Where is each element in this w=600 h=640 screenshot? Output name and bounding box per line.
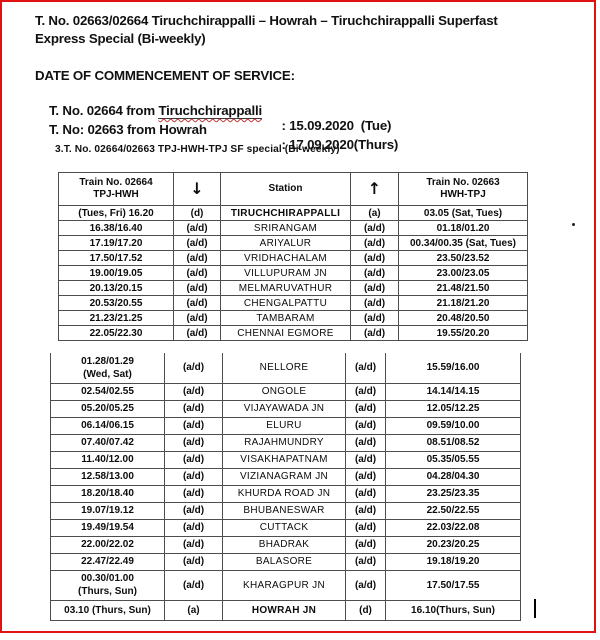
timetable-row: [59, 326, 528, 341]
station-word: Howrah: [159, 122, 207, 137]
up-time-cell: 23.50/23.52: [399, 251, 528, 266]
up-time-cell: 17.50/17.55: [386, 570, 521, 600]
down-marker-cell: (a/d): [174, 221, 221, 236]
down-marker-cell: (a/d): [165, 485, 223, 502]
down-time-cell: 19.49/19.54: [51, 519, 165, 536]
down-time-cell: 12.58/13.00: [51, 468, 165, 485]
timetable-row: [51, 451, 521, 468]
up-marker-cell: (a/d): [351, 311, 399, 326]
up-marker-cell: (a/d): [351, 251, 399, 266]
station-cell: SRIRANGAM: [221, 221, 351, 236]
down-time-cell: (Tues, Fri) 16.20: [59, 206, 174, 221]
timetable-row: [51, 434, 521, 451]
station-cell: VISAKHAPATNAM: [223, 451, 346, 468]
down-time-cell: 22.00/22.02: [51, 536, 165, 553]
down-marker-cell: (a/d): [165, 434, 223, 451]
down-marker-cell: (a/d): [165, 468, 223, 485]
down-marker-cell: (a/d): [165, 353, 223, 383]
station-cell: VIJAYAWADA JN: [223, 400, 346, 417]
up-time-cell: 12.05/12.25: [386, 400, 521, 417]
timetable-row: [51, 417, 521, 434]
up-time-cell: 16.10(Thurs, Sun): [386, 600, 521, 620]
down-time-cell: 20.53/20.55: [59, 296, 174, 311]
down-marker-cell: (a/d): [174, 281, 221, 296]
time-line: 00.30/01.00: [81, 573, 134, 584]
timetable-part1: [58, 172, 528, 341]
up-marker-cell: (a/d): [346, 485, 386, 502]
stray-dot: [572, 223, 575, 226]
timetable-row: [51, 400, 521, 417]
down-marker-cell: (d): [174, 206, 221, 221]
up-time-cell: 19.18/19.20: [386, 553, 521, 570]
up-marker-cell: (a/d): [351, 296, 399, 311]
up-time-cell: 00.34/00.35 (Sat, Tues): [399, 236, 528, 251]
down-time-cell: 19.00/19.05: [59, 266, 174, 281]
timetable-row: [59, 221, 528, 236]
service-line-label: [49, 122, 207, 137]
up-marker-cell: (a/d): [351, 221, 399, 236]
time-line: 01.28/01.29: [81, 355, 134, 367]
timetable-part2: [50, 353, 521, 621]
timetable-header-row: [59, 173, 528, 206]
up-time-cell: 05.35/05.55: [386, 451, 521, 468]
down-marker-cell: (a/d): [165, 519, 223, 536]
station-cell: KHARAGPUR JN: [223, 570, 346, 600]
up-time-cell: 08.51/08.52: [386, 434, 521, 451]
down-time-cell: 17.50/17.52: [59, 251, 174, 266]
timetable-row: [59, 251, 528, 266]
service-line-prefix: T. No. 02664 from: [48, 103, 159, 118]
timetable-row: [59, 206, 528, 221]
timetable-row: [51, 383, 521, 400]
station-cell: CHENNAI EGMORE: [221, 326, 351, 341]
down-time-cell: 03.10 (Thurs, Sun): [51, 600, 165, 620]
up-marker-cell: (a/d): [351, 236, 399, 251]
up-time-cell: 20.23/20.25: [386, 536, 521, 553]
up-time-cell: 22.50/22.55: [386, 502, 521, 519]
up-time-cell: 20.48/20.50: [399, 311, 528, 326]
station-cell: RAJAHMUNDRY: [223, 434, 346, 451]
up-time-cell: 09.59/10.00: [386, 417, 521, 434]
service-line-prefix: T. No: 02663 from: [48, 122, 160, 137]
station-cell: CHENGALPATTU: [221, 296, 351, 311]
down-marker-cell: (a/d): [174, 251, 221, 266]
timetable-row: [51, 502, 521, 519]
down-marker-cell: (a/d): [165, 451, 223, 468]
timetable-row: [59, 311, 528, 326]
timetable-row: [51, 536, 521, 553]
header-up-direction: [351, 173, 399, 206]
title-line-1: T. No. 02663/02664 Tiruchchirappalli – Howrah – Tiruchchirappalli Superfast: [35, 13, 498, 28]
up-marker-cell: (a/d): [346, 519, 386, 536]
document-title: [35, 12, 591, 47]
down-marker-cell: (a/d): [174, 326, 221, 341]
down-time-cell: 05.20/05.25: [51, 400, 165, 417]
down-marker-cell: (a/d): [165, 536, 223, 553]
timetable-row: [59, 266, 528, 281]
up-time-cell: 15.59/16.00: [386, 353, 521, 383]
up-time-cell: 23.00/23.05: [399, 266, 528, 281]
timetable-row: [59, 281, 528, 296]
time-line: (Thurs, Sun): [78, 586, 137, 597]
header-station: Station: [221, 173, 351, 206]
up-time-cell: 04.28/04.30: [386, 468, 521, 485]
timetable-row: [51, 570, 521, 600]
down-marker-cell: (a/d): [174, 236, 221, 251]
up-marker-cell: (d): [346, 600, 386, 620]
up-marker-cell: (a/d): [346, 570, 386, 600]
time-line: (Wed, Sat): [83, 368, 132, 380]
up-time-cell: 23.25/23.35: [386, 485, 521, 502]
up-time-cell: 21.18/21.20: [399, 296, 528, 311]
up-time-cell: 14.14/14.15: [386, 383, 521, 400]
up-marker-cell: (a/d): [351, 281, 399, 296]
up-marker-cell: (a/d): [346, 451, 386, 468]
down-marker-cell: (a/d): [165, 400, 223, 417]
up-time-cell: 22.03/22.08: [386, 519, 521, 536]
down-marker-cell: (a/d): [174, 266, 221, 281]
service-line-value: : 17.09.2020(Thurs): [278, 137, 399, 152]
up-marker-cell: (a/d): [346, 553, 386, 570]
down-time-cell: 18.20/18.40: [51, 485, 165, 502]
station-cell: BHADRAK: [223, 536, 346, 553]
train-number-up: Train No. 02663: [426, 177, 500, 188]
section-heading: 3.T. No. 02664/02663 TPJ-HWH-TPJ SF special (Bi-weekly): [55, 144, 340, 155]
timetable-row: [59, 236, 528, 251]
down-time-cell: 20.13/20.15: [59, 281, 174, 296]
down-marker-cell: (a/d): [165, 570, 223, 600]
down-time-cell: 02.54/02.55: [51, 383, 165, 400]
down-time-cell: 22.05/22.30: [59, 326, 174, 341]
up-marker-cell: (a): [351, 206, 399, 221]
station-cell: TAMBARAM: [221, 311, 351, 326]
station-cell: VILLUPURAM JN: [221, 266, 351, 281]
station-cell: BHUBANESWAR: [223, 502, 346, 519]
train-route-down: TPJ-HWH: [93, 189, 139, 200]
up-marker-cell: (a/d): [351, 326, 399, 341]
timetable-row: [51, 353, 521, 383]
up-time-cell: 19.55/20.20: [399, 326, 528, 341]
down-time-cell: 11.40/12.00: [51, 451, 165, 468]
down-time-cell: [51, 353, 165, 383]
down-time-cell: 07.40/07.42: [51, 434, 165, 451]
down-time-cell: 21.23/21.25: [59, 311, 174, 326]
station-cell: ARIYALUR: [221, 236, 351, 251]
up-time-cell: 21.48/21.50: [399, 281, 528, 296]
station-cell: VIZIANAGRAM JN: [223, 468, 346, 485]
station-cell: ONGOLE: [223, 383, 346, 400]
down-marker-cell: (a/d): [165, 553, 223, 570]
station-cell: VRIDHACHALAM: [221, 251, 351, 266]
station-cell: CUTTACK: [223, 519, 346, 536]
station-cell: BALASORE: [223, 553, 346, 570]
down-marker-cell: (a/d): [174, 296, 221, 311]
down-arrow-icon: ↓: [190, 178, 204, 198]
train-number-down: Train No. 02664: [79, 177, 153, 188]
timetable-row: [59, 296, 528, 311]
up-marker-cell: (a/d): [346, 468, 386, 485]
up-marker-cell: (a/d): [346, 536, 386, 553]
down-time-cell: 17.19/17.20: [59, 236, 174, 251]
header-down-direction: [174, 173, 221, 206]
up-marker-cell: (a/d): [346, 434, 386, 451]
misspelled-word: Tiruchchirappalli: [158, 103, 262, 118]
text-cursor: [534, 599, 536, 618]
timetable-row: [51, 468, 521, 485]
up-arrow-icon: ↑: [367, 178, 382, 198]
up-marker-cell: (a/d): [346, 353, 386, 383]
down-time-cell: 16.38/16.40: [59, 221, 174, 236]
up-time-cell: 01.18/01.20: [399, 221, 528, 236]
header-train-down: [59, 173, 174, 206]
down-marker-cell: (a/d): [174, 311, 221, 326]
commencement-heading: DATE OF COMMENCEMENT OF SERVICE:: [35, 68, 295, 83]
up-marker-cell: (a/d): [346, 383, 386, 400]
up-marker-cell: (a/d): [346, 417, 386, 434]
station-cell: NELLORE: [223, 353, 346, 383]
station-cell: MELMARUVATHUR: [221, 281, 351, 296]
up-marker-cell: (a/d): [346, 400, 386, 417]
header-train-up: [399, 173, 528, 206]
station-cell: KHURDA ROAD JN: [223, 485, 346, 502]
timetable-row: [51, 519, 521, 536]
timetable-row: [51, 485, 521, 502]
up-time-cell: 03.05 (Sat, Tues): [399, 206, 528, 221]
station-cell: TIRUCHCHIRAPPALLI: [221, 206, 351, 221]
down-marker-cell: (a): [165, 600, 223, 620]
down-marker-cell: (a/d): [165, 417, 223, 434]
down-marker-cell: (a/d): [165, 383, 223, 400]
station-cell: HOWRAH JN: [223, 600, 346, 620]
station-cell: ELURU: [223, 417, 346, 434]
train-route-up: HWH-TPJ: [440, 189, 486, 200]
timetable-row: [51, 600, 521, 620]
service-line-value: : 15.09.2020 (Tue): [278, 118, 392, 133]
down-time-cell: 22.47/22.49: [51, 553, 165, 570]
timetable-row: [51, 553, 521, 570]
down-time-cell: [51, 570, 165, 600]
down-time-cell: 06.14/06.15: [51, 417, 165, 434]
title-line-2: Express Special (Bi-weekly): [35, 30, 206, 46]
down-time-cell: 19.07/19.12: [51, 502, 165, 519]
up-marker-cell: (a/d): [351, 266, 399, 281]
down-marker-cell: (a/d): [165, 502, 223, 519]
up-marker-cell: (a/d): [346, 502, 386, 519]
